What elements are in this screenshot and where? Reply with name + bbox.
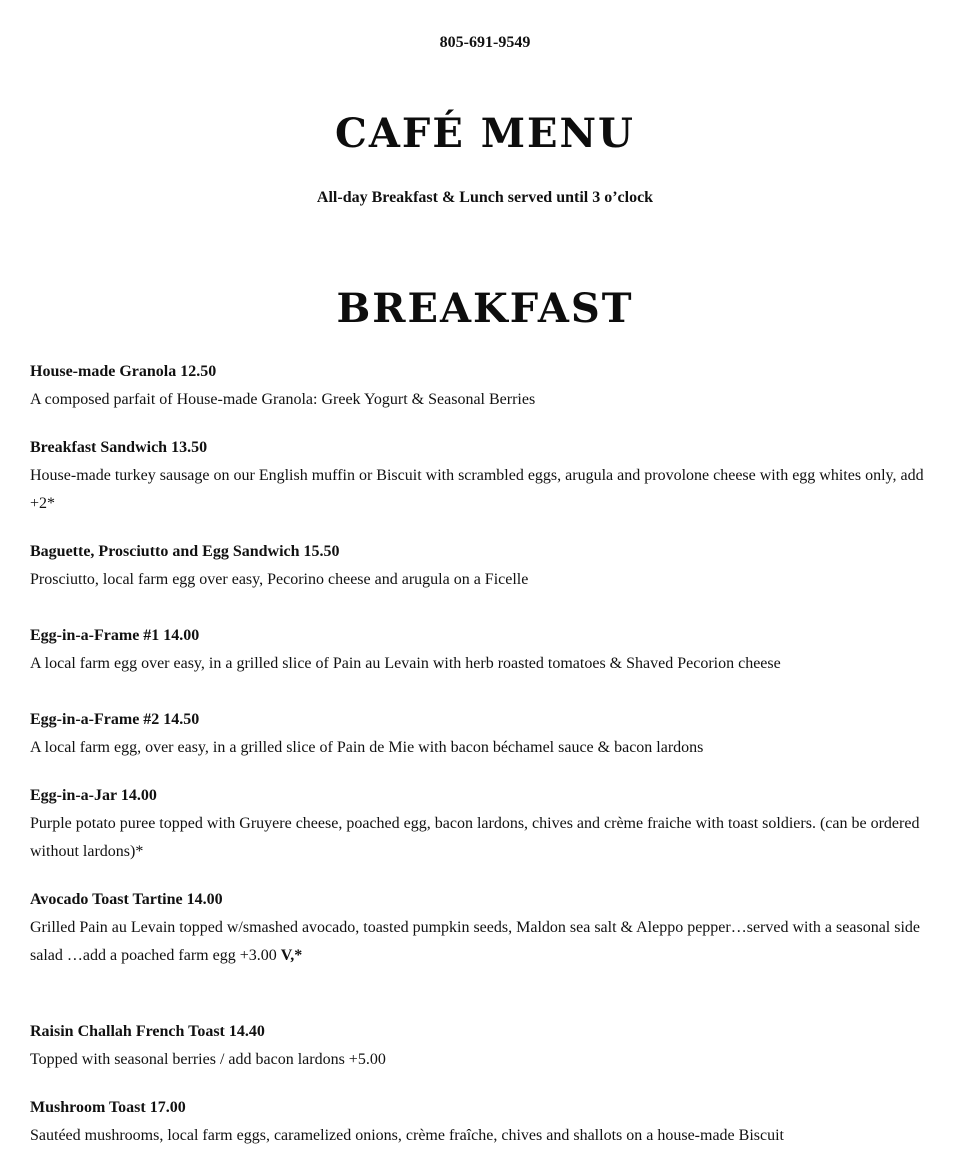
- menu-item: [30, 1098, 930, 1150]
- menu-item: [30, 362, 930, 414]
- menu-item-description-text: Grilled Pain au Levain topped w/smashed avocado, toasted pumpkin seeds, Maldon sea salt & Aleppo pepper…served with a seasonal side salad …add a poached farm egg +3.00: [30, 919, 921, 964]
- menu-item-description: House-made turkey sausage on our English muffin or Biscuit with scrambled eggs, arugula and provolone cheese with egg whites only, add +2*: [30, 467, 924, 512]
- menu-item-description: Sautéed mushrooms, local farm eggs, caramelized onions, crème fraîche, chives and shallots on a house-made Biscuit: [30, 1127, 784, 1144]
- menu-item-description: [30, 914, 930, 970]
- menu-item-description: A composed parfait of House-made Granola: Greek Yogurt & Seasonal Berries: [30, 391, 536, 408]
- menu-item: [30, 710, 930, 762]
- menu-item-name: Egg-in-a-Frame #1 14.00: [30, 627, 200, 644]
- menu-item-name: Avocado Toast Tartine 14.00: [30, 891, 223, 908]
- menu-item-name: Egg-in-a-Frame #2 14.50: [30, 711, 200, 728]
- menu-item: [30, 1022, 930, 1074]
- menu-item-description: A local farm egg over easy, in a grilled slice of Pain au Levain with herb roasted tomatoes & Shaved Pecorion cheese: [30, 655, 781, 672]
- menu-item-name: House-made Granola 12.50: [30, 363, 217, 380]
- menu-item: [30, 786, 930, 866]
- menu-item: [30, 438, 930, 518]
- menu-item-name: Breakfast Sandwich 13.50: [30, 439, 208, 456]
- menu-item: [30, 542, 930, 594]
- section-title-breakfast: BREAKFAST: [336, 285, 634, 332]
- page-subtitle: All-day Breakfast & Lunch served until 3 o’clock: [316, 189, 654, 206]
- menu-item: [30, 890, 930, 970]
- phone-number: 805-691-9549: [439, 34, 531, 51]
- menu-item-description: A local farm egg, over easy, in a grilled slice of Pain de Mie with bacon béchamel sauce & bacon lardons: [30, 739, 704, 756]
- menu-item-description: Purple potato puree topped with Gruyere cheese, poached egg, bacon lardons, chives and crème fraiche with toast soldiers. (can be ordered without lardons)*: [30, 815, 920, 860]
- menu-item: [30, 626, 930, 678]
- dietary-tag: V,*: [280, 947, 303, 964]
- menu-item-name: Egg-in-a-Jar 14.00: [30, 787, 157, 804]
- menu-item-description: Prosciutto, local farm egg over easy, Pecorino cheese and arugula on a Ficelle: [30, 571, 529, 588]
- menu-item-name: Baguette, Prosciutto and Egg Sandwich 15.50: [30, 543, 340, 560]
- page-title: CAFÉ MENU: [335, 110, 635, 157]
- menu-item-name: Raisin Challah French Toast 14.40: [30, 1023, 265, 1040]
- menu-item-description: Topped with seasonal berries / add bacon lardons +5.00: [30, 1051, 386, 1068]
- menu-item-name: Mushroom Toast 17.00: [30, 1099, 186, 1116]
